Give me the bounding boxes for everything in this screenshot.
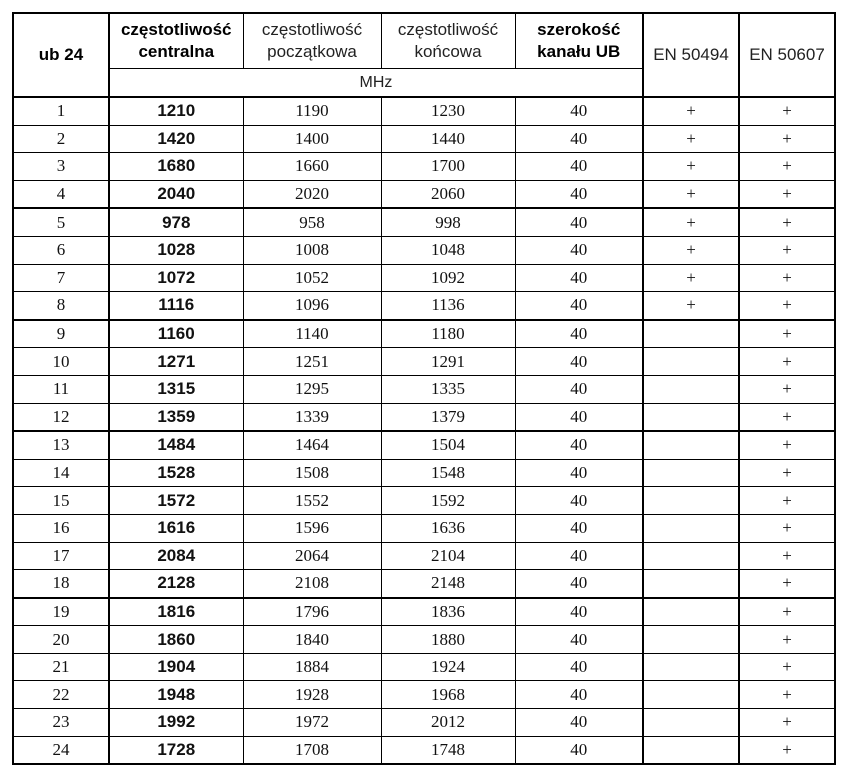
cell-channel-width: 40	[515, 653, 643, 681]
cell-en50607: +	[739, 292, 835, 320]
cell-ub: 17	[13, 542, 109, 570]
cell-en50494	[643, 403, 739, 431]
cell-start-freq: 1140	[243, 320, 381, 348]
cell-ub: 1	[13, 97, 109, 125]
table-header	[13, 13, 835, 97]
cell-center-freq: 1028	[109, 236, 243, 264]
cell-channel-width: 40	[515, 459, 643, 487]
cell-ub: 10	[13, 348, 109, 376]
cell-en50607: +	[739, 487, 835, 515]
cell-center-freq: 2084	[109, 542, 243, 570]
cell-ub: 6	[13, 236, 109, 264]
table-row	[13, 180, 835, 208]
cell-center-freq: 1992	[109, 709, 243, 737]
cell-center-freq: 1160	[109, 320, 243, 348]
table-body	[13, 97, 835, 764]
cell-end-freq: 1504	[381, 431, 515, 459]
cell-end-freq: 1880	[381, 626, 515, 654]
cell-en50607: +	[739, 153, 835, 181]
cell-channel-width: 40	[515, 542, 643, 570]
cell-en50494	[643, 459, 739, 487]
cell-channel-width: 40	[515, 125, 643, 153]
cell-en50607: +	[739, 320, 835, 348]
cell-ub: 14	[13, 459, 109, 487]
cell-channel-width: 40	[515, 514, 643, 542]
cell-center-freq: 1528	[109, 459, 243, 487]
cell-start-freq: 1008	[243, 236, 381, 264]
cell-en50494: +	[643, 97, 739, 125]
cell-center-freq: 2128	[109, 570, 243, 598]
cell-end-freq: 1136	[381, 292, 515, 320]
cell-ub: 9	[13, 320, 109, 348]
cell-channel-width: 40	[515, 570, 643, 598]
cell-channel-width: 40	[515, 292, 643, 320]
cell-end-freq: 1180	[381, 320, 515, 348]
cell-start-freq: 1190	[243, 97, 381, 125]
cell-end-freq: 1592	[381, 487, 515, 515]
cell-start-freq: 1928	[243, 681, 381, 709]
cell-en50494	[643, 598, 739, 626]
cell-en50607: +	[739, 542, 835, 570]
table-row	[13, 626, 835, 654]
cell-end-freq: 1440	[381, 125, 515, 153]
cell-en50494: +	[643, 264, 739, 292]
cell-channel-width: 40	[515, 626, 643, 654]
cell-channel-width: 40	[515, 153, 643, 181]
table-row	[13, 570, 835, 598]
header-center-freq: częstotliwość centralna	[109, 13, 243, 69]
cell-channel-width: 40	[515, 320, 643, 348]
cell-en50494	[643, 653, 739, 681]
cell-start-freq: 2020	[243, 180, 381, 208]
cell-center-freq: 1948	[109, 681, 243, 709]
cell-ub: 18	[13, 570, 109, 598]
cell-start-freq: 958	[243, 208, 381, 236]
cell-ub: 8	[13, 292, 109, 320]
cell-ub: 20	[13, 626, 109, 654]
table-row	[13, 736, 835, 764]
cell-ub: 15	[13, 487, 109, 515]
cell-center-freq: 1359	[109, 403, 243, 431]
cell-end-freq: 1636	[381, 514, 515, 542]
cell-start-freq: 1295	[243, 375, 381, 403]
cell-en50607: +	[739, 681, 835, 709]
cell-en50607: +	[739, 348, 835, 376]
header-en50607: EN 50607	[739, 13, 835, 97]
cell-en50607: +	[739, 236, 835, 264]
cell-end-freq: 2012	[381, 709, 515, 737]
cell-en50607: +	[739, 180, 835, 208]
cell-channel-width: 40	[515, 598, 643, 626]
cell-en50494: +	[643, 208, 739, 236]
table-row	[13, 236, 835, 264]
cell-start-freq: 1552	[243, 487, 381, 515]
cell-center-freq: 1860	[109, 626, 243, 654]
cell-end-freq: 2104	[381, 542, 515, 570]
cell-end-freq: 1048	[381, 236, 515, 264]
cell-en50494	[643, 431, 739, 459]
cell-center-freq: 1315	[109, 375, 243, 403]
cell-en50607: +	[739, 459, 835, 487]
table-row	[13, 709, 835, 737]
table-row	[13, 348, 835, 376]
cell-en50607: +	[739, 736, 835, 764]
header-channel-width: szerokość kanału UB	[515, 13, 643, 69]
cell-start-freq: 1884	[243, 653, 381, 681]
cell-ub: 13	[13, 431, 109, 459]
cell-end-freq: 1230	[381, 97, 515, 125]
cell-ub: 7	[13, 264, 109, 292]
cell-ub: 22	[13, 681, 109, 709]
cell-en50494	[643, 487, 739, 515]
cell-en50607: +	[739, 626, 835, 654]
cell-center-freq: 1728	[109, 736, 243, 764]
cell-center-freq: 1572	[109, 487, 243, 515]
cell-en50607: +	[739, 97, 835, 125]
header-start-freq: częstotliwość początkowa	[243, 13, 381, 69]
cell-start-freq: 2108	[243, 570, 381, 598]
cell-en50607: +	[739, 403, 835, 431]
table-row	[13, 375, 835, 403]
cell-en50494: +	[643, 236, 739, 264]
cell-start-freq: 1660	[243, 153, 381, 181]
cell-channel-width: 40	[515, 403, 643, 431]
cell-end-freq: 1968	[381, 681, 515, 709]
cell-start-freq: 1972	[243, 709, 381, 737]
table-row	[13, 653, 835, 681]
cell-ub: 12	[13, 403, 109, 431]
frequency-table	[12, 12, 836, 765]
table-row	[13, 153, 835, 181]
cell-start-freq: 1796	[243, 598, 381, 626]
cell-start-freq: 1096	[243, 292, 381, 320]
cell-en50494: +	[643, 153, 739, 181]
table-row	[13, 487, 835, 515]
cell-en50494	[643, 348, 739, 376]
table-row	[13, 459, 835, 487]
cell-channel-width: 40	[515, 97, 643, 125]
cell-center-freq: 1616	[109, 514, 243, 542]
header-end-freq: częstotliwość końcowa	[381, 13, 515, 69]
cell-en50607: +	[739, 125, 835, 153]
cell-end-freq: 2148	[381, 570, 515, 598]
cell-start-freq: 1464	[243, 431, 381, 459]
cell-en50494: +	[643, 125, 739, 153]
table-row	[13, 542, 835, 570]
cell-en50607: +	[739, 570, 835, 598]
cell-en50494	[643, 570, 739, 598]
table-row	[13, 598, 835, 626]
cell-end-freq: 1291	[381, 348, 515, 376]
header-unit: MHz	[109, 69, 643, 98]
cell-channel-width: 40	[515, 487, 643, 515]
cell-en50607: +	[739, 598, 835, 626]
table-row	[13, 97, 835, 125]
cell-center-freq: 1210	[109, 97, 243, 125]
cell-en50607: +	[739, 514, 835, 542]
cell-end-freq: 2060	[381, 180, 515, 208]
cell-en50607: +	[739, 375, 835, 403]
header-ub: ub 24	[13, 13, 109, 97]
cell-center-freq: 1271	[109, 348, 243, 376]
table-row	[13, 264, 835, 292]
cell-start-freq: 1708	[243, 736, 381, 764]
cell-end-freq: 1548	[381, 459, 515, 487]
cell-en50607: +	[739, 264, 835, 292]
cell-end-freq: 1748	[381, 736, 515, 764]
cell-en50494	[643, 320, 739, 348]
cell-ub: 23	[13, 709, 109, 737]
cell-ub: 4	[13, 180, 109, 208]
cell-channel-width: 40	[515, 264, 643, 292]
cell-end-freq: 1924	[381, 653, 515, 681]
cell-en50494	[643, 375, 739, 403]
table-row	[13, 208, 835, 236]
table-row	[13, 320, 835, 348]
cell-en50494	[643, 709, 739, 737]
cell-ub: 16	[13, 514, 109, 542]
cell-en50494: +	[643, 292, 739, 320]
cell-center-freq: 1680	[109, 153, 243, 181]
table-row	[13, 403, 835, 431]
cell-en50494	[643, 736, 739, 764]
cell-end-freq: 998	[381, 208, 515, 236]
cell-ub: 2	[13, 125, 109, 153]
cell-center-freq: 1420	[109, 125, 243, 153]
cell-center-freq: 1116	[109, 292, 243, 320]
cell-end-freq: 1335	[381, 375, 515, 403]
cell-center-freq: 1904	[109, 653, 243, 681]
cell-center-freq: 1484	[109, 431, 243, 459]
cell-center-freq: 978	[109, 208, 243, 236]
cell-start-freq: 1400	[243, 125, 381, 153]
cell-start-freq: 1251	[243, 348, 381, 376]
cell-en50494	[643, 626, 739, 654]
cell-ub: 19	[13, 598, 109, 626]
cell-end-freq: 1700	[381, 153, 515, 181]
cell-center-freq: 1816	[109, 598, 243, 626]
cell-en50607: +	[739, 208, 835, 236]
cell-channel-width: 40	[515, 180, 643, 208]
cell-center-freq: 1072	[109, 264, 243, 292]
table-row	[13, 292, 835, 320]
cell-en50494: +	[643, 180, 739, 208]
table-row	[13, 125, 835, 153]
cell-start-freq: 1052	[243, 264, 381, 292]
table-row	[13, 681, 835, 709]
cell-channel-width: 40	[515, 375, 643, 403]
cell-en50494	[643, 681, 739, 709]
cell-start-freq: 1596	[243, 514, 381, 542]
cell-end-freq: 1836	[381, 598, 515, 626]
cell-channel-width: 40	[515, 348, 643, 376]
cell-ub: 5	[13, 208, 109, 236]
cell-channel-width: 40	[515, 736, 643, 764]
cell-en50607: +	[739, 431, 835, 459]
cell-channel-width: 40	[515, 709, 643, 737]
cell-channel-width: 40	[515, 431, 643, 459]
cell-ub: 11	[13, 375, 109, 403]
cell-en50607: +	[739, 709, 835, 737]
cell-ub: 3	[13, 153, 109, 181]
table-row	[13, 514, 835, 542]
cell-channel-width: 40	[515, 236, 643, 264]
cell-start-freq: 2064	[243, 542, 381, 570]
cell-end-freq: 1379	[381, 403, 515, 431]
cell-start-freq: 1339	[243, 403, 381, 431]
cell-en50494	[643, 542, 739, 570]
cell-channel-width: 40	[515, 681, 643, 709]
cell-start-freq: 1508	[243, 459, 381, 487]
cell-en50607: +	[739, 653, 835, 681]
cell-start-freq: 1840	[243, 626, 381, 654]
cell-ub: 24	[13, 736, 109, 764]
cell-channel-width: 40	[515, 208, 643, 236]
cell-en50494	[643, 514, 739, 542]
cell-ub: 21	[13, 653, 109, 681]
header-en50494: EN 50494	[643, 13, 739, 97]
table-row	[13, 431, 835, 459]
cell-center-freq: 2040	[109, 180, 243, 208]
cell-end-freq: 1092	[381, 264, 515, 292]
